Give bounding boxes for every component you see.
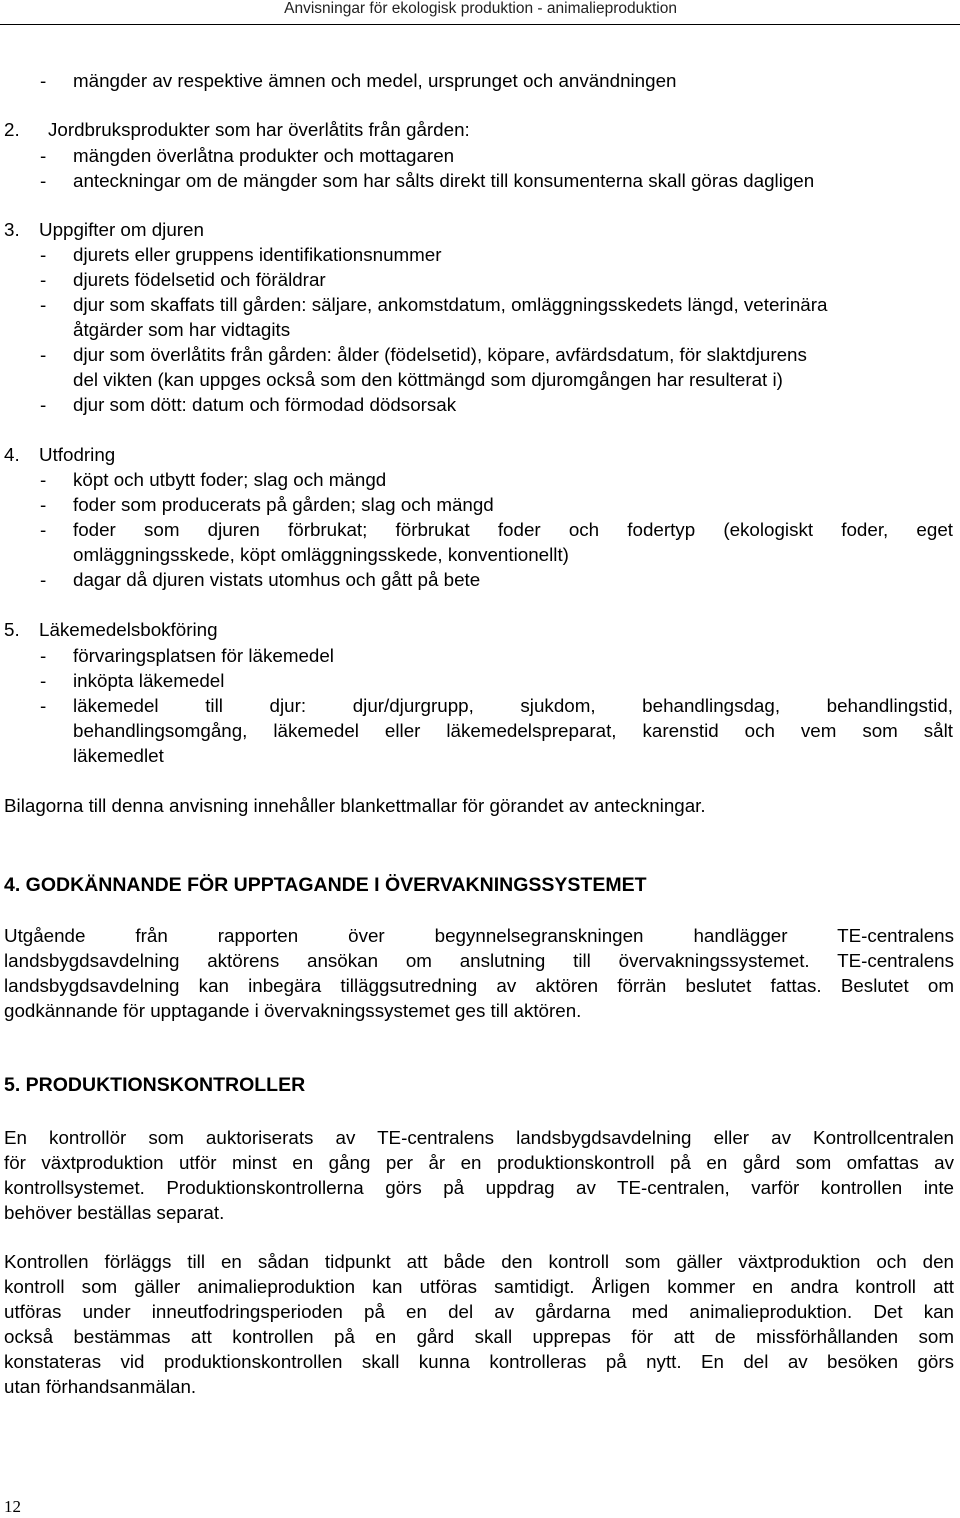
document-page: Anvisningar för ekologisk produktion - animalieproduktion - mängder av respektive ämnen och medel, ursprunget och användningen 2. Jordbruksprodukter som har överlåtits från gården: - mängden överlåtna produkter och mottagaren - anteckningar om de mängder som har sålts direkt till konsumenterna skall göras dagligen 3. Uppgifter om djuren - djurets eller gruppens identifikationsnummer - djurets födelsetid och föräldrar - djur som skaffats till gården: säljare, ankomstdatum, omläggningsskedets längd, veterinära åtgärder som har vidtagits - djur som överlåtits från gården: ålder (födelsetid), köpare, avfärdsdatum, för slaktdjurens del vikten (kan uppges också som den köttmängd som djuromgången har resulterat i) - djur som dött: datum och förmodad dödsorsak 4. Utfodring - köpt och utbytt foder; slag och mängd - foder som producerats på gården; slag och mängd - foder som djuren förbrukat; förbrukat foder och fodertyp (ekologiskt foder, eget omläggningsskede, köpt omläggningsskede, konventionellt) - dagar då djuren vistats utomhus och gått på bete 5. Läkemedelsbokföring - förvaringsplatsen för läkemedel - inköpta läkemedel - läkemedel till djur: djur/djurgrupp, sjukdom, behandlingsdag, behandlingstid, behandlingsomgång, läkemedel eller läkemedelspreparat, karenstid och vem som sålt läkemedlet Bilagorna till denna anvisning innehåller blankettmallar för görandet av anteckningar. 4. GODKÄNNANDE FÖR UPPTAGANDE I ÖVERVAKNINGSSYSTEMET Utgående från rapporten över begynnelsegranskningen handlägger TE-centralens landsbygdsavdelning aktörens ansökan om anslutning till övervakningssystemet. TE-centralens landsbygdsavdelning kan inbegära tilläggsutredning av aktören förrän beslutet fattas. Beslutet om godkännande för upptagande i övervakningssystemet ges till aktören. 5. PRODUKTIONSKONTROLLER En kontrollör som auktoriserats av TE-centralens landsbygdsavdelning eller av Kontrollcentralen för växtproduktion utför minst en gång per år en produktionskontroll på en gård som omfattas av kontrollsystemet. Produktionskontrollerna görs på uppdrag av TE-centralen, varför kontrollen inte behöver beställas separat. Kontrollen förläggs till en sådan tidpunkt att både den kontroll som gäller växtproduktion och den kontroll som gäller animalieproduktion kan utföras samtidigt. Årligen kommer en andra kontroll att utföras under inneutfodringsperioden på en del av gårdarna med animalieproduktion. Det kan också bestämmas att kontrollen på en gård skall upprepas för att de missförhållanden som konstateras vid produktionskontrollen skall kunna kontrolleras på nytt. En del av besöken görs utan förhandsanmälan. 12 — [0, 0, 960, 1518]
paragraph-line: Kontrollen förläggs till en sådan tidpunkt att både den kontroll som gäller växtproduktion och den — [4, 1251, 954, 1272]
section-heading-4: 4. GODKÄNNANDE FÖR UPPTAGANDE I ÖVERVAKNINGSSYSTEMET — [4, 874, 647, 896]
paragraph-line: för växtproduktion utför minst en gång per år en produktionskontroll på en gård som omfattas av — [4, 1152, 954, 1173]
list-item-text: foder som djuren förbrukat; förbrukat foder och fodertyp (ekologiskt foder, eget — [73, 519, 953, 540]
list-item-text: läkemedel till djur: djur/djurgrupp, sjukdom, behandlingsdag, behandlingstid, — [73, 695, 953, 716]
appendix-note: Bilagorna till denna anvisning innehåller blankettmallar för görandet av anteckningar. — [4, 795, 706, 816]
paragraph-line: kontroll som gäller animalieproduktion kan utföras samtidigt. Årligen kommer en andra kontroll att — [4, 1276, 954, 1297]
header-rule — [0, 24, 960, 25]
paragraph-line: konstateras vid produktionskontrollen skall kunna kontrolleras på nytt. En del av besöken görs — [4, 1351, 954, 1372]
paragraph-line: godkännande för upptagande i övervakningssystemet ges till aktören. — [4, 1000, 582, 1021]
running-header — [0, 0, 960, 26]
paragraph-line: landsbygdsavdelning kan inbegära tilläggsutredning av aktören förrän beslutet fattas. Beslutet om — [4, 975, 954, 996]
page-number: 12 — [4, 1497, 21, 1516]
paragraph-line: kontrollsystemet. Produktionskontrollerna görs på uppdrag av TE-centralen, varför kontrollen inte — [4, 1177, 954, 1198]
section-heading-5: 5. PRODUKTIONSKONTROLLER — [4, 1074, 306, 1096]
paragraph-line: landsbygdsavdelning aktörens ansökan om anslutning till övervakningssystemet. TE-centralens — [4, 950, 954, 971]
paragraph-line: En kontrollör som auktoriserats av TE-centralens landsbygdsavdelning eller av Kontrollcentralen — [4, 1127, 954, 1148]
paragraph-line: också bestämmas att kontrollen på en gård skall upprepas för att de missförhållanden som — [4, 1326, 954, 1347]
paragraph-line: Utgående från rapporten över begynnelsegranskningen handlägger TE-centralens — [4, 925, 954, 946]
header-title: Anvisningar för ekologisk produktion - animalieproduktion — [284, 0, 677, 17]
paragraph-line: utan förhandsanmälan. — [4, 1376, 197, 1397]
list-item-continuation: behandlingsomgång, läkemedel eller läkemedelspreparat, karenstid och vem som sålt — [73, 720, 953, 741]
paragraph-line: utföras under inneutfodringsperioden på en del av gårdarna med animalieproduktion. Det kan — [4, 1301, 954, 1322]
paragraph-line: behöver beställas separat. — [4, 1202, 225, 1223]
